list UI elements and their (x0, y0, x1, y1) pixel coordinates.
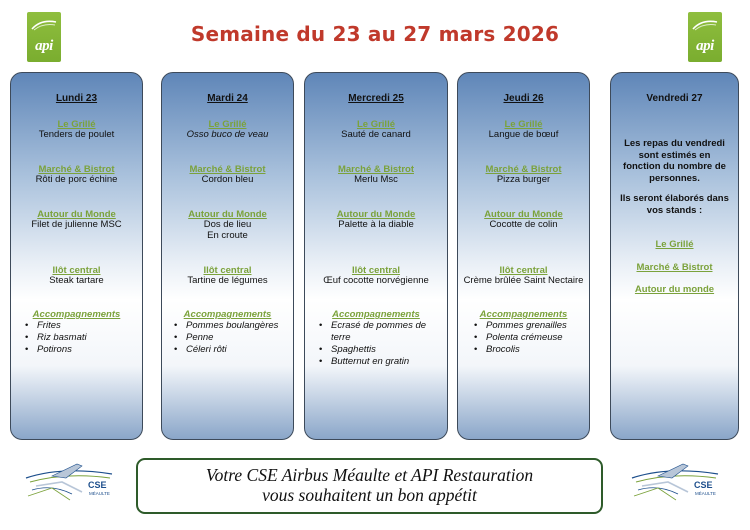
note-line: fonction du nombre de (623, 161, 726, 172)
note-line: Ils seront élaborés dans (620, 193, 729, 204)
day-heading: Jeudi 26 (503, 93, 544, 104)
category-ilot: Ilôt central (351, 265, 401, 276)
dish-autour-line2: En croute (207, 230, 248, 241)
category-grille: Le Grillé (208, 119, 247, 130)
cse-logo-subtext: MÉAULTE (89, 491, 110, 496)
day-heading: Lundi 23 (55, 93, 98, 104)
dish-ilot: Crème brûlée Saint Nectaire (463, 275, 584, 286)
note-line: Les repas du vendredi (624, 138, 725, 149)
sides-list (319, 320, 437, 368)
dish-marche: Pizza burger (496, 174, 551, 185)
day-column-friday (610, 72, 739, 440)
list-item: • Potirons (25, 344, 138, 356)
cse-logo-left (22, 460, 118, 508)
list-item: • Pommes grenailles (474, 320, 585, 332)
category-grille: Le Grillé (57, 119, 96, 130)
category-marche: Marché & Bistrot (485, 164, 562, 175)
footer-line-1: Votre CSE Airbus Méaulte et API Restauration (205, 465, 534, 485)
category-autour: Autour du Monde (336, 209, 416, 220)
category-autour: Autour du Monde (37, 209, 116, 220)
list-item: • Pommes boulangères (174, 320, 289, 332)
footer-message-box (136, 458, 603, 514)
dish-grille: Langue de bœuf (488, 129, 559, 140)
list-item: • Polenta crémeuse (474, 332, 585, 344)
dish-marche: Rôti de porc échine (35, 174, 118, 185)
day-column-thursday (457, 72, 590, 440)
dish-ilot: Steak tartare (49, 275, 104, 286)
category-accompagnements: Accompagnements (183, 309, 272, 320)
category-ilot: Ilôt central (203, 265, 252, 276)
list-item: • Riz basmati (25, 332, 138, 344)
stand-grille: Le Grillé (655, 239, 694, 250)
dish-grille: Tenders de poulet (38, 129, 115, 140)
category-marche: Marché & Bistrot (337, 164, 414, 175)
list-item: • Céleri rôti (174, 344, 289, 356)
list-item: • Spaghettis (319, 344, 437, 356)
day-heading: Mardi 24 (207, 93, 248, 104)
cse-logo-text: CSE (694, 480, 713, 490)
cse-logo-right (628, 460, 724, 508)
list-item: • Penne (174, 332, 289, 344)
note-line: sont estimés en (638, 149, 711, 161)
friday-note (617, 138, 732, 216)
category-marche: Marché & Bistrot (189, 164, 266, 175)
category-grille: Le Grillé (356, 119, 395, 130)
api-logo-text: api (696, 38, 714, 54)
category-grille: Le Grillé (504, 119, 543, 130)
category-marche: Marché & Bistrot (38, 164, 115, 175)
footer-line-2: vous souhaitent un bon appétit (262, 485, 477, 505)
dish-grille: Sauté de canard (341, 129, 411, 140)
api-logo-text: api (35, 38, 53, 54)
note-line: vos stands : (646, 204, 703, 216)
category-accompagnements: Accompagnements (479, 309, 568, 320)
day-column-wednesday (304, 72, 448, 440)
dish-autour: Palette à la diable (338, 219, 414, 230)
dish-grille: Osso buco de veau (186, 129, 269, 140)
list-item: • Butternut en gratin (319, 356, 437, 368)
sides-list (174, 320, 289, 356)
dish-marche: Cordon bleu (201, 174, 254, 185)
list-item: • Brocolis (474, 344, 585, 356)
day-heading: Vendredi 27 (646, 93, 703, 104)
dish-autour: Filet de julienne MSC (31, 219, 122, 230)
dish-marche: Merlu Msc (354, 174, 398, 185)
page-title: Semaine du 23 au 27 mars 2026 (190, 22, 560, 46)
category-accompagnements: Accompagnements (32, 309, 121, 320)
category-autour: Autour du Monde (188, 209, 267, 220)
list-item: • Ecrasé de pommes de terre (319, 320, 437, 344)
day-column-tuesday (161, 72, 294, 440)
day-heading: Mercredi 25 (348, 93, 404, 104)
cse-logo-subtext: MÉAULTE (695, 491, 716, 496)
stand-marche: Marché & Bistrot (636, 262, 713, 273)
category-accompagnements: Accompagnements (332, 309, 420, 320)
cse-logo-text: CSE (88, 480, 107, 490)
dish-autour: Dos de lieu (203, 219, 252, 230)
category-autour: Autour du Monde (484, 209, 563, 220)
dish-ilot: Œuf cocotte norvégienne (323, 275, 429, 286)
dish-autour: Cocotte de colin (489, 219, 558, 230)
category-ilot: Ilôt central (499, 265, 548, 276)
day-column-monday (10, 72, 143, 440)
stand-autour: Autour du monde (634, 284, 715, 295)
sides-list (25, 320, 138, 356)
dish-ilot: Tartine de légumes (187, 275, 268, 286)
list-item: • Frites (25, 320, 138, 332)
note-line: personnes. (649, 172, 700, 184)
category-ilot: Ilôt central (52, 265, 101, 276)
sides-list (474, 320, 585, 356)
